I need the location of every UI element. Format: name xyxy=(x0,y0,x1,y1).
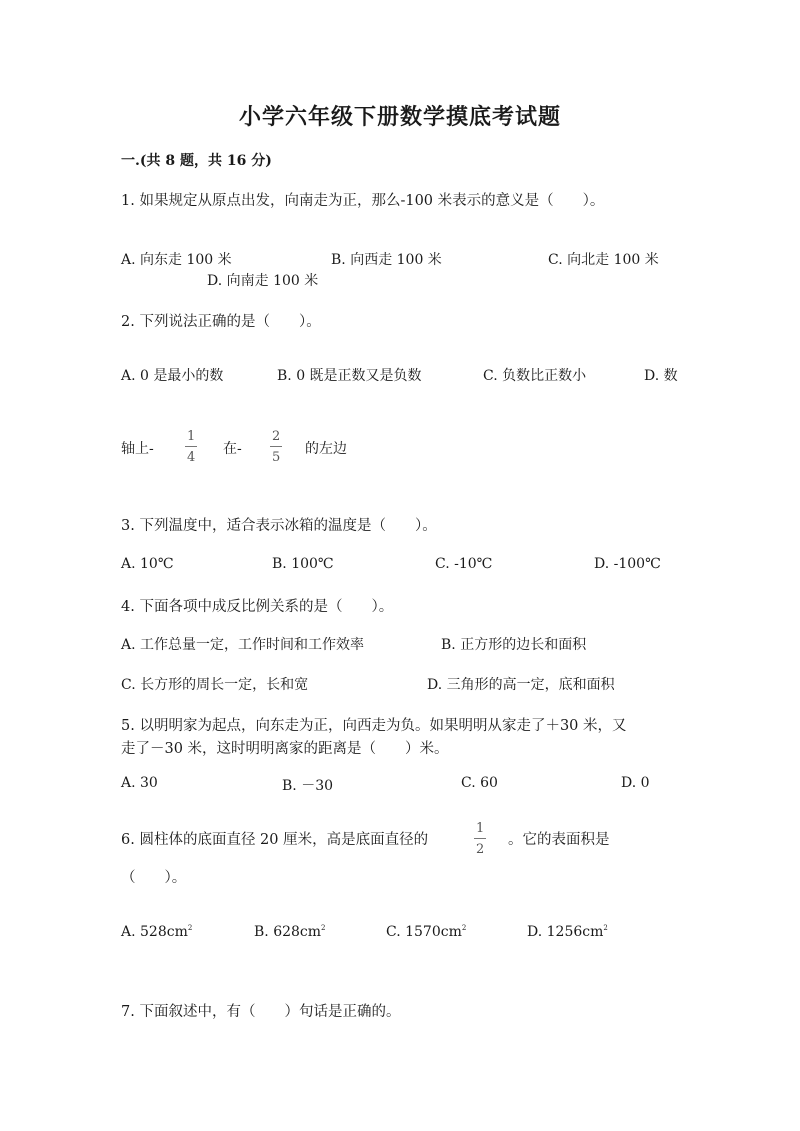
option-text: D. 1256cm xyxy=(527,924,604,940)
fraction-denominator: 5 xyxy=(272,450,281,465)
question-5-option-d[interactable]: D. 0 xyxy=(621,775,650,791)
question-5-option-c[interactable]: C. 60 xyxy=(461,775,498,791)
question-3-option-d[interactable]: D. -100℃ xyxy=(594,556,661,572)
question-6-stem-suffix: 。它的表面积是 xyxy=(508,832,610,848)
option-text: C. 1570cm xyxy=(386,924,462,940)
option-text: A. 528cm xyxy=(121,924,188,940)
question-5-stem-line-1: 5. 以明明家为起点，向东走为正，向西走为负。如果明明从家走了＋30 米，又 xyxy=(121,718,627,734)
page-title: 小学六年级下册数学摸底考试题 xyxy=(238,104,561,130)
question-6-stem-line-2: （ ）。 xyxy=(121,870,187,886)
fraction-one-half xyxy=(474,822,486,856)
question-6-stem-prefix: 6. 圆柱体的底面直径 20 厘米，高是底面直径的 xyxy=(121,832,429,848)
question-2-option-b[interactable]: B. 0 既是正数又是负数 xyxy=(277,368,422,384)
option-text: B. 628cm xyxy=(254,924,322,940)
unit-superscript: 2 xyxy=(321,924,326,932)
question-3-option-c[interactable]: C. -10℃ xyxy=(435,556,493,572)
question-2-continuation-middle: 在- xyxy=(223,441,242,457)
section-header: 一.(共 8 题，共 16 分) xyxy=(121,153,272,169)
unit-superscript: 2 xyxy=(603,924,608,932)
unit-superscript: 2 xyxy=(461,924,467,932)
question-2-continuation-suffix: 的左边 xyxy=(305,441,347,457)
fraction-denominator: 2 xyxy=(476,842,485,857)
fraction-denominator: 4 xyxy=(187,450,196,465)
question-4-stem: 4. 下面各项中成反比例关系的是（ ）。 xyxy=(121,599,394,615)
question-6-option-a[interactable] xyxy=(121,924,192,940)
question-4-option-d[interactable]: D. 三角形的高一定，底和面积 xyxy=(427,677,615,693)
question-1-option-a[interactable]: A. 向东走 100 米 xyxy=(121,252,232,268)
question-3-option-a[interactable]: A. 10℃ xyxy=(121,556,174,572)
fraction-numerator: 1 xyxy=(476,821,485,836)
question-6-option-c[interactable] xyxy=(386,924,466,940)
question-2-option-c[interactable]: C. 负数比正数小 xyxy=(483,368,587,384)
question-1-option-b[interactable]: B. 向西走 100 米 xyxy=(331,252,442,268)
question-2-stem: 2. 下列说法正确的是（ ）。 xyxy=(121,314,321,330)
question-2-option-d[interactable]: D. 数 xyxy=(644,368,678,384)
question-3-stem: 3. 下列温度中，适合表示冰箱的温度是（ ）。 xyxy=(121,518,437,534)
question-1-option-d[interactable]: D. 向南走 100 米 xyxy=(207,273,319,289)
question-4-option-c[interactable]: C. 长方形的周长一定，长和宽 xyxy=(121,677,309,693)
question-5-option-b[interactable]: B. －30 xyxy=(282,778,334,794)
question-7-stem: 7. 下面叙述中，有（ ）句话是正确的。 xyxy=(121,1004,401,1020)
question-1-stem: 1. 如果规定从原点出发，向南走为正，那么-100 米表示的意义是（ ）。 xyxy=(121,193,605,209)
fraction-one-quarter xyxy=(185,430,197,464)
question-6-option-b[interactable] xyxy=(254,924,326,940)
question-6-option-d[interactable] xyxy=(527,924,608,940)
question-5-option-a[interactable]: A. 30 xyxy=(121,775,158,791)
question-4-option-a[interactable]: A. 工作总量一定，工作时间和工作效率 xyxy=(121,637,365,653)
question-5-stem-line-2: 走了－30 米，这时明明离家的距离是（ ）米。 xyxy=(121,741,449,757)
question-3-option-b[interactable]: B. 100℃ xyxy=(272,556,334,572)
question-4-option-b[interactable]: B. 正方形的边长和面积 xyxy=(441,637,587,653)
fraction-numerator: 1 xyxy=(187,429,196,444)
question-2-option-a[interactable]: A. 0 是最小的数 xyxy=(121,368,224,384)
question-2-continuation-prefix: 轴上- xyxy=(121,441,154,457)
unit-superscript: 2 xyxy=(187,924,193,932)
question-1-option-c[interactable]: C. 向北走 100 米 xyxy=(548,252,659,268)
fraction-two-fifths xyxy=(270,430,282,464)
fraction-numerator: 2 xyxy=(272,429,281,444)
